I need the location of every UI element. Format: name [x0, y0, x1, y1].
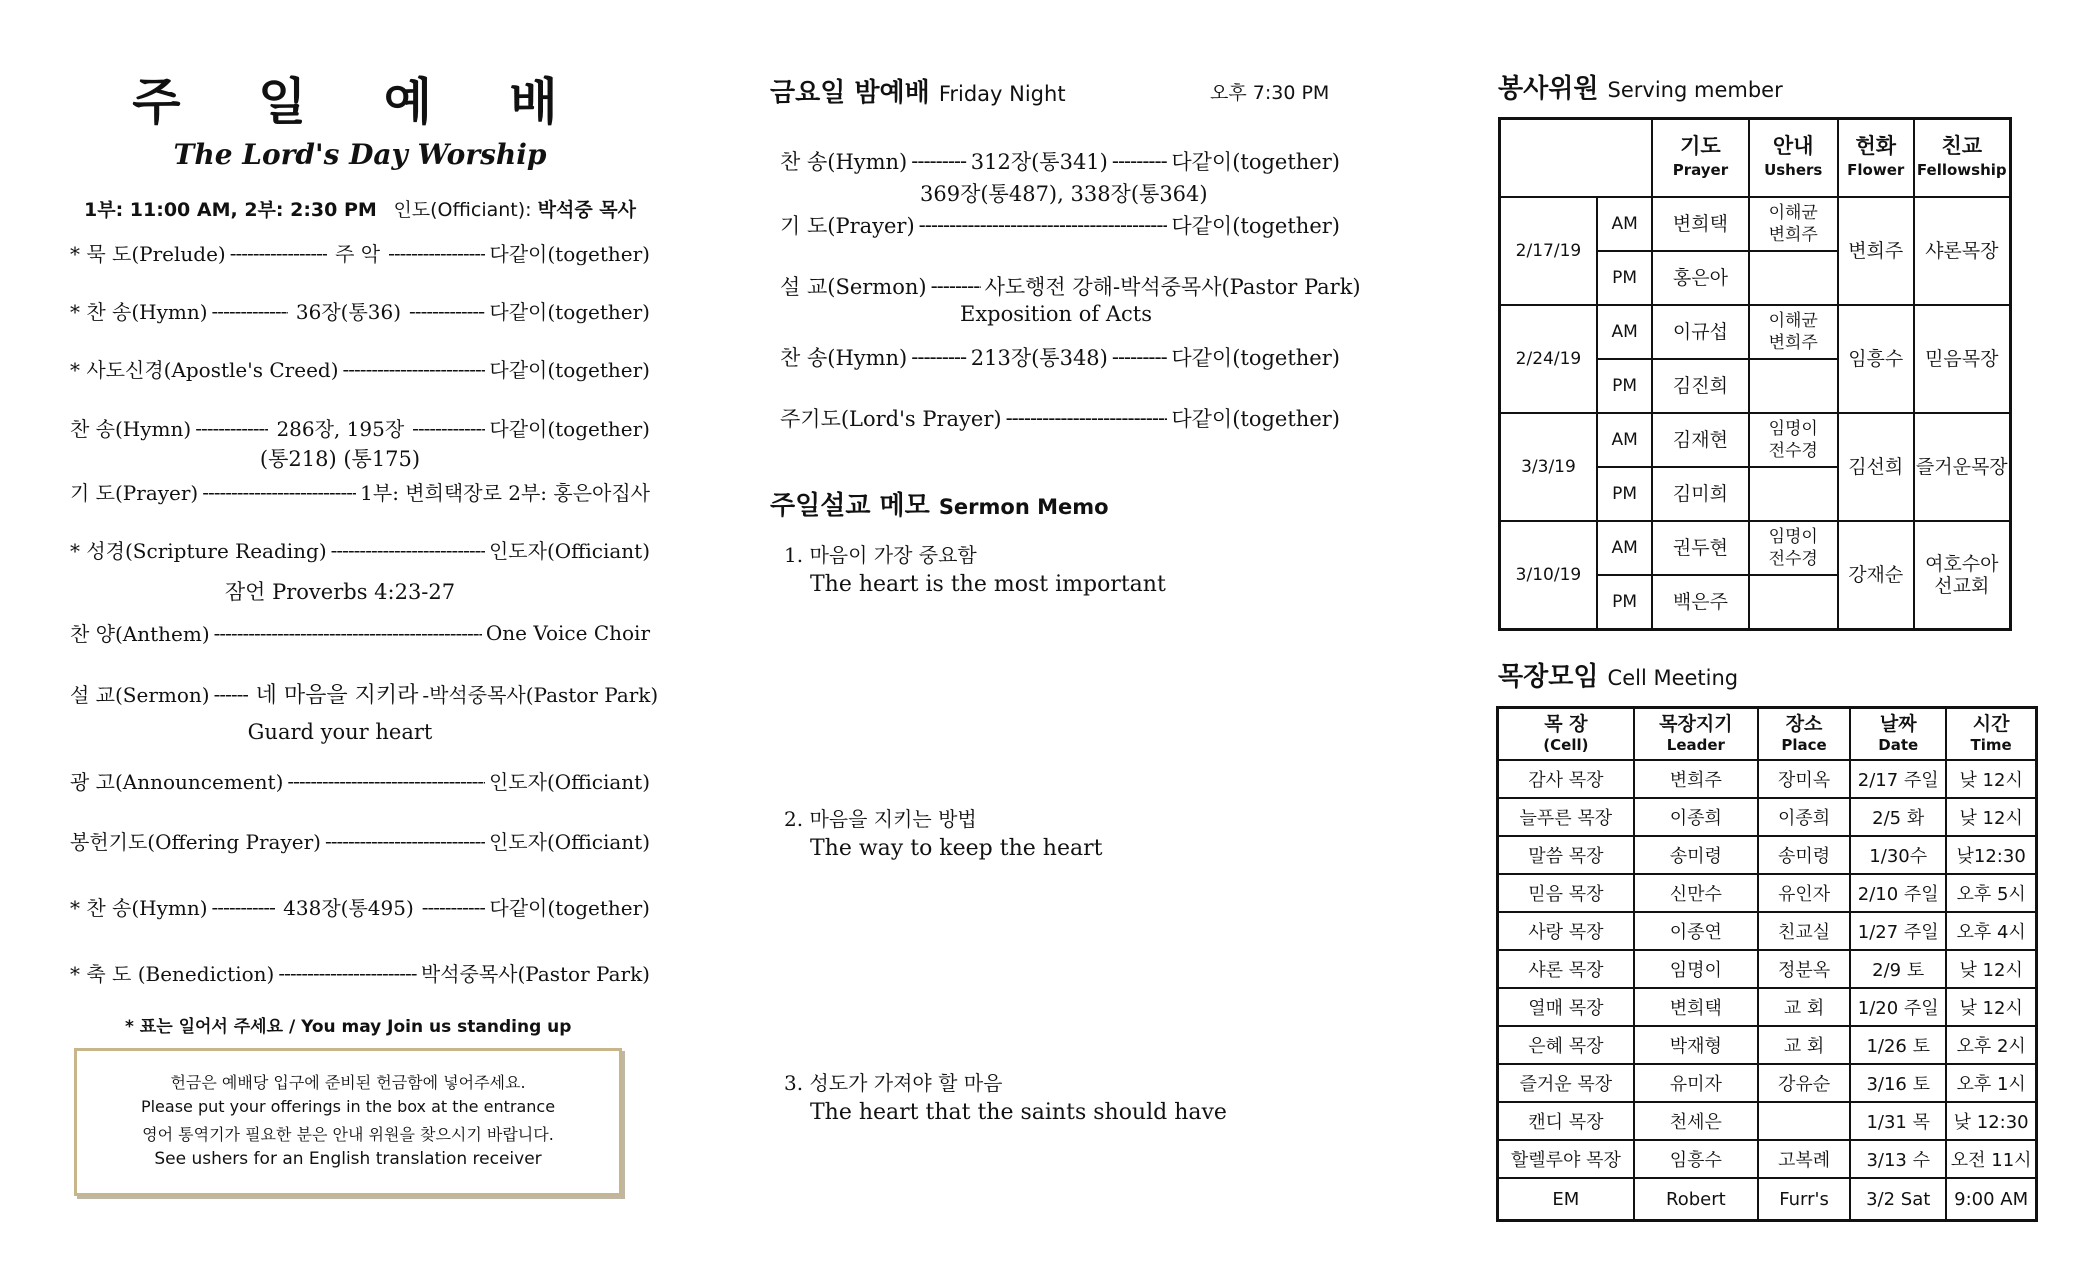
cell-time: 오후 5시 [1946, 874, 2036, 912]
dash-leader [911, 345, 966, 369]
pm-prayer: 김미희 [1652, 467, 1748, 521]
worship-title: 주 일 예 배 [132, 72, 588, 131]
fellowship: 여호수아 선교회 [1914, 521, 2011, 630]
pm-prayer: 김진희 [1652, 359, 1748, 413]
cell-leader: 천세은 [1634, 1102, 1758, 1140]
cell-date: 3/2 Sat [1850, 1178, 1946, 1221]
cell-name: 말씀 목장 [1498, 836, 1634, 874]
header-en: Time [1970, 735, 2012, 754]
friday-item-lords-prayer [780, 403, 1340, 433]
header-en: Flower [1847, 161, 1905, 179]
cell-name: 할렐루야 목장 [1498, 1140, 1634, 1178]
order-item-label: * 성경(Scripture Reading) [70, 539, 327, 563]
cell-date: 2/10 주일 [1850, 874, 1946, 912]
order-item-detail: 네 마음을 지키라 [255, 683, 419, 708]
cell-name: 열매 목장 [1498, 988, 1634, 1026]
table-row [1498, 874, 2037, 912]
ushers: 이해균 변희주 [1749, 197, 1838, 251]
order-item-person: 박석중목사(Pastor Park) [420, 962, 650, 986]
order-item-person: 다같이(together) [489, 358, 650, 382]
cell-place: 친교실 [1758, 912, 1850, 950]
fellowship: 즐거운목장 [1914, 413, 2011, 521]
table-row [1498, 836, 2037, 874]
serving-header-row [1500, 119, 2011, 198]
friday-item-label: 찬 송(Hymn) [780, 346, 908, 370]
order-item-label: 봉헌기도(Offering Prayer) [70, 830, 321, 854]
table-row [1498, 1102, 2037, 1140]
order-item-hymn-2 [70, 413, 650, 442]
serving-row-am [1500, 521, 2011, 575]
header-kr: 안내 [1772, 134, 1814, 158]
memo-point-en: The way to keep the heart [810, 836, 1103, 861]
table-row [1498, 760, 2037, 798]
flower: 임흥수 [1838, 305, 1914, 413]
officiant-label: 인도(Officiant): [393, 199, 532, 221]
friday-item-detail: 213장(통348) [970, 346, 1108, 370]
friday-title [770, 72, 1066, 109]
header-en: Place [1781, 735, 1827, 754]
am-prayer: 변희택 [1652, 197, 1748, 251]
cell-leader: 신만수 [1634, 874, 1758, 912]
memo-point-1 [784, 540, 1166, 600]
cell-date: 2/5 화 [1850, 798, 1946, 836]
order-item-person: 1부: 변희택장로 2부: 홍은아집사 [360, 481, 650, 505]
friday-item-label: 설 교(Sermon) [780, 275, 927, 299]
dash-leader [195, 416, 268, 440]
dash-leader [409, 299, 485, 323]
memo-point-en: The heart is the most important [810, 572, 1166, 597]
order-item-label: * 찬 송(Hymn) [70, 896, 208, 920]
friday-memo-column [770, 0, 1360, 1275]
cell-name: 감사 목장 [1498, 760, 1634, 798]
order-item-label: * 사도신경(Apostle's Creed) [70, 358, 339, 382]
friday-time: 오후 7:30 PM [1210, 82, 1330, 104]
order-item-label: 찬 송(Hymn) [70, 417, 192, 441]
cell-place: 유인자 [1758, 874, 1850, 912]
cell-place: 정분옥 [1758, 950, 1850, 988]
cell-name: 은혜 목장 [1498, 1026, 1634, 1064]
order-item-person: 다같이(together) [489, 300, 650, 324]
dash-leader [412, 416, 485, 440]
cell-time: 낮 12시 [1946, 950, 2036, 988]
serving-header-fellowship [1914, 119, 2011, 198]
memo-point-kr: 3. 성도가 가져야 할 마음 [784, 1071, 1003, 1095]
cell-leader: 임명이 [1634, 950, 1758, 988]
serving-date: 2/24/19 [1500, 305, 1597, 413]
header-kr: 기도 [1680, 134, 1721, 158]
order-item-label: 광 고(Announcement) [70, 770, 284, 794]
header-en: Leader [1666, 735, 1725, 754]
serving-title-en: Serving member [1607, 78, 1783, 102]
friday-item-person: 다같이(together) [1171, 150, 1340, 174]
cell-header-row [1498, 708, 2037, 761]
cell-date: 1/27 주일 [1850, 912, 1946, 950]
friday-hymn-sub: 369장(통487), 338장(통364) [920, 182, 1208, 206]
am-prayer: 김재현 [1652, 413, 1748, 467]
flower: 강재순 [1838, 521, 1914, 630]
memo-point-kr: 2. 마음을 지키는 방법 [784, 807, 977, 831]
cell-time: 오전 11시 [1946, 1140, 2036, 1178]
serving-date: 3/3/19 [1500, 413, 1597, 521]
order-item-detail: 36장(통36) [295, 300, 402, 324]
ushers-empty [1749, 575, 1838, 630]
cell-title [1498, 656, 1738, 693]
order-item-person: 인도자(Officiant) [488, 830, 650, 854]
ushers: 임명이 전수경 [1749, 413, 1838, 467]
offering-notice-en: Please put your offerings in the box at the entrance [140, 1097, 556, 1116]
cell-date: 3/16 토 [1850, 1064, 1946, 1102]
serving-table [1498, 117, 2012, 631]
cell-name: 즐거운 목장 [1498, 1064, 1634, 1102]
table-row [1498, 1064, 2037, 1102]
dash-leader [287, 769, 485, 793]
cell-place: Furr's [1758, 1178, 1850, 1221]
cell-date: 2/9 토 [1850, 950, 1946, 988]
memo-point-2 [784, 804, 1102, 864]
dash-leader [911, 149, 966, 173]
order-item-prelude [70, 238, 650, 267]
friday-title-kr: 금요일 밤예배 [770, 78, 930, 108]
order-item-detail: 286장, 195장 [276, 417, 405, 441]
serving-title [1498, 68, 1783, 105]
order-item-hymn-1 [70, 296, 650, 325]
order-item-detail: 438장(통495) [283, 896, 414, 920]
cell-name: 샤론 목장 [1498, 950, 1634, 988]
fellowship: 믿음목장 [1914, 305, 2011, 413]
order-item-sermon [70, 678, 659, 709]
cell-time: 낮 12:30 [1946, 1102, 2036, 1140]
dash-leader [202, 480, 356, 504]
am-label: AM [1597, 521, 1652, 575]
ushers: 임명이 전수경 [1749, 521, 1838, 575]
order-item-person: 다같이(together) [489, 896, 650, 920]
order-item-person: 다같이(together) [489, 417, 650, 441]
offering-notice-kr: 헌금은 예배당 입구에 준비된 헌금함에 넣어주세요. [170, 1073, 526, 1092]
ushers-empty [1749, 251, 1838, 305]
serving-header-empty [1500, 119, 1653, 198]
worship-column [70, 0, 659, 1275]
service-times-row [70, 195, 650, 222]
cell-header-leader [1634, 708, 1758, 761]
serving-date: 2/17/19 [1500, 197, 1597, 305]
friday-item-hymn-1 [780, 146, 1340, 176]
dash-leader [1112, 345, 1167, 369]
order-item-creed [70, 354, 650, 383]
dash-leader [931, 274, 981, 298]
memo-point-en: The heart that the saints should have [810, 1100, 1227, 1125]
memo-title-en: Sermon Memo [938, 495, 1109, 519]
serving-row-am [1500, 197, 2011, 251]
order-item-scripture [70, 535, 650, 564]
table-row [1498, 912, 2037, 950]
cell-time: 낮 12시 [1946, 988, 2036, 1026]
memo-title-kr: 주일설교 메모 [770, 491, 930, 521]
cell-leader: Robert [1634, 1178, 1758, 1221]
table-row [1498, 1140, 2037, 1178]
pm-label: PM [1597, 251, 1652, 305]
cell-header-place [1758, 708, 1850, 761]
header-en: Fellowship [1916, 161, 2007, 179]
header-en: Ushers [1764, 161, 1823, 179]
dash-leader [331, 538, 485, 562]
cell-time: 낮12:30 [1946, 836, 2036, 874]
friday-item-sermon [780, 271, 1361, 301]
ushers-empty [1749, 467, 1838, 521]
pm-label: PM [1597, 467, 1652, 521]
worship-subtitle: The Lord's Day Worship [173, 138, 547, 171]
order-item-anthem [70, 618, 650, 647]
friday-item-hymn-2 [780, 342, 1340, 372]
serving-header-flower [1838, 119, 1914, 198]
table-row [1498, 988, 2037, 1026]
order-item-label: 설 교(Sermon) [70, 683, 210, 707]
memo-point-3 [784, 1068, 1227, 1128]
cell-time: 오후 4시 [1946, 912, 2036, 950]
header-kr: 목장지기 [1659, 712, 1733, 735]
order-item-offering-prayer [70, 826, 650, 855]
cell-date: 2/17 주일 [1850, 760, 1946, 798]
cell-leader: 변희택 [1634, 988, 1758, 1026]
serving-row-am [1500, 305, 2011, 359]
header-kr: 헌화 [1855, 134, 1897, 158]
cell-date: 1/30수 [1850, 836, 1946, 874]
cell-header-time [1946, 708, 2036, 761]
order-item-label: 기 도(Prayer) [70, 481, 199, 505]
cell-place: 교 회 [1758, 988, 1850, 1026]
order-item-benediction [70, 958, 650, 987]
cell-header-date [1850, 708, 1946, 761]
order-item-label: * 묵 도(Prelude) [70, 242, 226, 266]
pm-prayer: 백은주 [1652, 575, 1748, 630]
header-en: Date [1878, 735, 1919, 754]
memo-point-kr: 1. 마음이 가장 중요함 [784, 543, 977, 567]
dash-leader [325, 829, 485, 853]
header-kr: 친교 [1941, 134, 1983, 158]
order-item-person: 인도자(Officiant) [488, 539, 650, 563]
order-item-person: 인도자(Officiant) [488, 770, 650, 794]
friday-item-label: 주기도(Lord's Prayer) [780, 407, 1002, 431]
cell-leader: 변희주 [1634, 760, 1758, 798]
dash-leader [214, 621, 482, 645]
friday-item-detail: 312장(통341) [970, 150, 1108, 174]
am-prayer: 이규섭 [1652, 305, 1748, 359]
order-item-label: 찬 양(Anthem) [70, 622, 210, 646]
cell-leader: 임흥수 [1634, 1140, 1758, 1178]
serving-date: 3/10/19 [1500, 521, 1597, 630]
dash-leader [212, 895, 276, 919]
dash-leader [422, 895, 486, 919]
cell-place: 고복례 [1758, 1140, 1850, 1178]
cell-time: 9:00 AM [1946, 1178, 2036, 1221]
cell-title-kr: 목장모임 [1498, 662, 1599, 692]
cell-leader: 유미자 [1634, 1064, 1758, 1102]
flower: 김선희 [1838, 413, 1914, 521]
serving-cell-column [1490, 0, 2030, 1275]
dash-leader [230, 241, 327, 265]
dash-leader [1112, 149, 1167, 173]
offering-notice-box [74, 1048, 622, 1196]
cell-date: 1/20 주일 [1850, 988, 1946, 1026]
friday-item-label: 기 도(Prayer) [780, 214, 915, 238]
table-row [1498, 1178, 2037, 1221]
friday-sermon-sub: Exposition of Acts [960, 302, 1152, 326]
cell-leader: 이종연 [1634, 912, 1758, 950]
dash-leader [212, 299, 288, 323]
pm-prayer: 홍은아 [1652, 251, 1748, 305]
cell-place: 강유순 [1758, 1064, 1850, 1102]
cell-title-en: Cell Meeting [1607, 666, 1739, 690]
cell-meeting-table [1496, 706, 2038, 1222]
standing-note: * 표는 일어서 주세요 / You may Join us standing up [125, 1017, 572, 1037]
scripture-reference: 잠언 Proverbs 4:23-27 [224, 580, 456, 604]
officiant-name: 박석중 목사 [537, 199, 636, 221]
order-item-hymn-3 [70, 892, 650, 921]
translation-notice-en: See ushers for an English translation receiver [154, 1149, 542, 1169]
header-kr: 목 장 [1544, 712, 1588, 735]
serving-header-ushers [1749, 119, 1838, 198]
cell-place: 이종희 [1758, 798, 1850, 836]
order-item-prayer [70, 477, 650, 506]
cell-place [1758, 1102, 1850, 1140]
am-prayer: 권두현 [1652, 521, 1748, 575]
friday-item-person: 사도행전 강해-박석중목사(Pastor Park) [984, 275, 1361, 299]
pm-label: PM [1597, 575, 1652, 630]
table-row [1498, 950, 2037, 988]
header-kr: 시간 [1972, 712, 2010, 735]
hymn-sub-numbers: (통218) (통175) [259, 447, 421, 471]
cell-header-cell [1498, 708, 1634, 761]
cell-leader: 이종희 [1634, 798, 1758, 836]
serving-row-am [1500, 413, 2011, 467]
pm-label: PM [1597, 359, 1652, 413]
service-times: 1부: 11:00 AM, 2부: 2:30 PM [84, 199, 377, 221]
cell-name: 캔디 목장 [1498, 1102, 1634, 1140]
cell-place: 송미령 [1758, 836, 1850, 874]
header-kr: 장소 [1785, 712, 1823, 735]
cell-time: 낮 12시 [1946, 798, 2036, 836]
memo-title [770, 485, 1109, 522]
serving-header-prayer [1652, 119, 1748, 198]
order-item-detail: 주 악 [335, 242, 381, 266]
am-label: AM [1597, 413, 1652, 467]
cell-time: 오후 1시 [1946, 1064, 2036, 1102]
cell-leader: 박재형 [1634, 1026, 1758, 1064]
cell-time: 오후 2시 [1946, 1026, 2036, 1064]
header-en: Prayer [1672, 161, 1729, 179]
cell-leader: 송미령 [1634, 836, 1758, 874]
order-item-person: One Voice Choir [485, 620, 650, 645]
friday-item-prayer [780, 210, 1340, 240]
order-item-person: 다같이(together) [489, 242, 650, 266]
order-item-label: * 축 도 (Benediction) [70, 962, 275, 986]
cell-name: 사랑 목장 [1498, 912, 1634, 950]
fellowship: 샤론목장 [1914, 197, 2011, 305]
ushers-empty [1749, 359, 1838, 413]
cell-place: 장미옥 [1758, 760, 1850, 798]
am-label: AM [1597, 197, 1652, 251]
header-en: (Cell) [1543, 735, 1589, 754]
cell-date: 3/13 수 [1850, 1140, 1946, 1178]
cell-name: 늘푸른 목장 [1498, 798, 1634, 836]
serving-title-kr: 봉사위원 [1498, 74, 1599, 104]
cell-date: 1/26 토 [1850, 1026, 1946, 1064]
friday-item-person: 다같이(together) [1171, 407, 1340, 431]
order-item-person: -박석중목사(Pastor Park) [422, 683, 659, 707]
cell-time: 낮 12시 [1946, 760, 2036, 798]
ushers: 이해균 변희주 [1749, 305, 1838, 359]
dash-leader [919, 213, 1168, 237]
cell-name: EM [1498, 1178, 1634, 1221]
officiant [393, 195, 636, 222]
table-row [1498, 1026, 2037, 1064]
dash-leader [388, 241, 485, 265]
cell-date: 1/31 목 [1850, 1102, 1946, 1140]
friday-title-en: Friday Night [938, 82, 1066, 106]
friday-item-person: 다같이(together) [1171, 346, 1340, 370]
table-row [1498, 798, 2037, 836]
dash-leader [1006, 406, 1168, 430]
dash-leader [343, 357, 486, 381]
translation-notice-kr: 영어 통역기가 필요한 분은 안내 위원을 찾으시기 바랍니다. [142, 1125, 554, 1144]
header-kr: 날짜 [1879, 712, 1917, 735]
cell-place: 교 회 [1758, 1026, 1850, 1064]
order-item-announcement [70, 766, 650, 795]
order-item-label: * 찬 송(Hymn) [70, 300, 208, 324]
friday-item-label: 찬 송(Hymn) [780, 150, 908, 174]
dash-leader [278, 961, 417, 985]
am-label: AM [1597, 305, 1652, 359]
dash-leader [214, 682, 248, 706]
sermon-title-en: Guard your heart [247, 720, 433, 744]
flower: 변희주 [1838, 197, 1914, 305]
cell-name: 믿음 목장 [1498, 874, 1634, 912]
friday-item-person: 다같이(together) [1171, 214, 1340, 238]
